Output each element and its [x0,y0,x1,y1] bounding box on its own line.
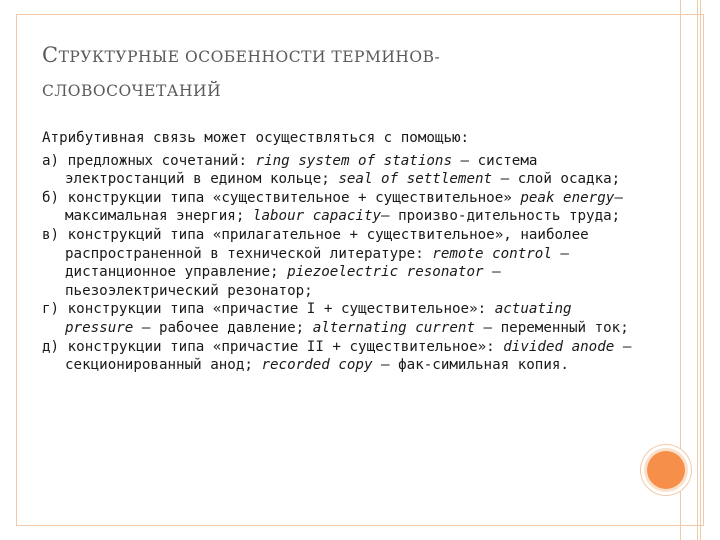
item-text: — пьезоэлектрический резонатор; [65,264,501,299]
decorative-vertical-line [700,0,701,540]
title-line-1: ТРУКТУРНЫЕ ОСОБЕННОСТИ ТЕРМИНОВ- [58,48,441,66]
intro-text: Атрибутивная связь может осуществляться с помощью: [42,130,470,146]
english-term: piezoelectric resonator [287,264,484,281]
item-text: — система электростанций в едином кольце; [65,152,538,188]
item-text: д) конструкции типа «причастие II + существительное»: [42,338,504,355]
item-text: — слой осадка; [492,171,621,188]
list-item [42,189,632,226]
english-term: divided anode [503,338,615,355]
item-text: — дистанционное управление; [65,245,569,281]
item-text: — рабочее давление; [133,319,313,336]
english-term: seal of settlement [338,171,493,188]
list-item [42,152,632,189]
item-text: в) конструкций типа «прилагательное + существительное», наиболее распространенной в технической литературе: [42,226,589,262]
english-term: labour capacity [252,208,382,225]
list-item [42,300,632,337]
item-text: г) конструкции типа «причастие I + существительное»: [42,301,495,318]
item-text: — произво-дительность труда; [381,208,621,225]
decorative-vertical-line [697,0,698,540]
list-item [42,338,632,375]
item-text: — фак-симильная копия. [372,357,569,374]
title-line-2: СЛОВОСОЧЕТАНИЙ [42,82,222,100]
slide-body [42,129,632,375]
item-text: б) конструкции типа «существительное + существительное» [42,189,521,206]
item-text: а) предложных сочетаний: [42,152,256,169]
english-term: ring system of stations [255,152,453,169]
item-text: — переменный ток; [475,319,629,336]
slide-title [42,38,642,108]
item-text: — секционированный анод; [65,338,632,374]
english-term: alternating current [312,319,476,336]
list-item [42,226,632,300]
english-term: peak energy [520,189,615,206]
decorative-circle-fill [647,451,685,489]
english-term: recorded copy [261,357,373,374]
english-term: remote control [432,245,552,262]
english-term: actuating pressure [65,301,572,336]
item-text: —максимальная энергия; [65,189,623,225]
decorative-circle [641,445,691,495]
title-first-letter: С [42,43,59,67]
item-list [42,152,632,375]
